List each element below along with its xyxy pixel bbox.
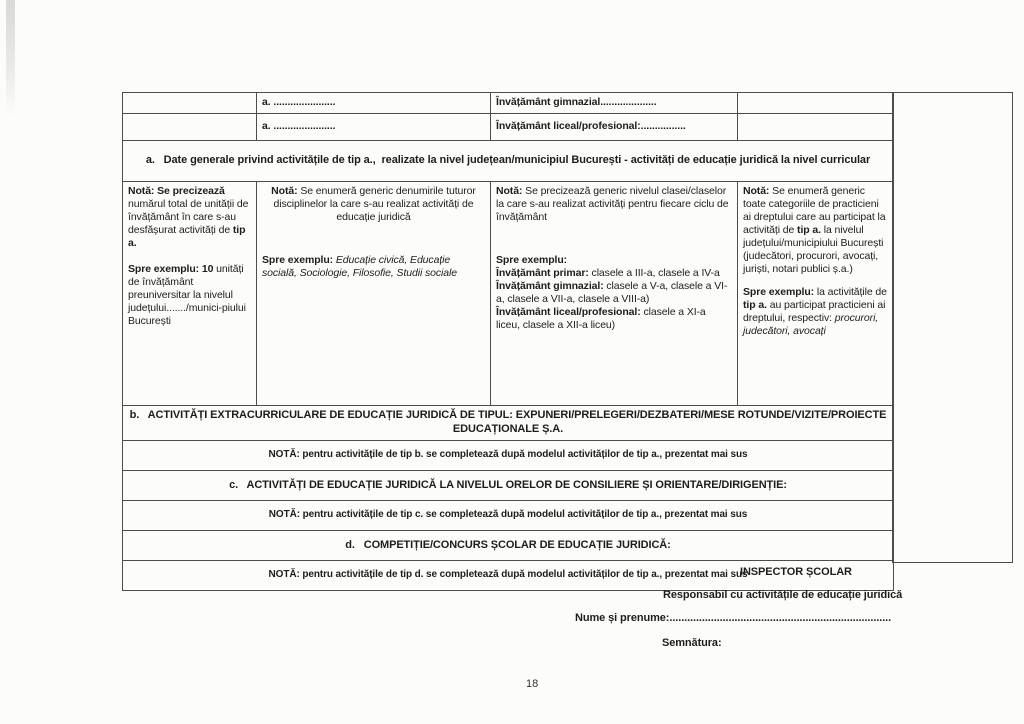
signature-label: Semnătura: <box>662 637 722 649</box>
scan-edge-artifact <box>6 0 15 118</box>
empty-cell <box>123 114 257 141</box>
note-practicieni-p1: Notă: Se enumeră generic toate categoriile de practicieni ai dreptului care au participat la activități de tip a. la nivelul județului/municipiului București (judecători, procurori, avocați, juriști, notari publici ș.a.) <box>743 185 886 276</box>
responsible-title: Responsabil cu activitățile de educație juridică <box>663 589 903 601</box>
note-nivel-p2: Spre exemplu: Învățământ primar: clasele a III-a, clasele a IV-a Învățământ gimnazial: clasele a V-a, clasele a VI-a, clasele a VII-a, clasele a VIII-a) Învățământ liceal/profesional: clasele a XI-a liceu, clasele a XII-a liceu) <box>496 254 728 332</box>
note-unitati-p1: Notă: Se precizează numărul total de unității de învățământ în care s-au desfășurat activități de tip a. <box>128 185 249 250</box>
gimnazial-line: Învățământ gimnazial.................... <box>491 93 738 114</box>
note-nivel-p1: Notă: Se precizează generic nivelul clasei/claselor la care s-au realizat activități pentru fiecare ciclu de învățământ <box>496 185 729 224</box>
fill-in-line-a2: a. ...................... <box>257 114 491 141</box>
empty-cell <box>738 114 894 141</box>
section-b-note-row <box>123 441 894 471</box>
section-a-header-row <box>123 141 894 182</box>
section-c-header: c. ACTIVITĂȚI DE EDUCAȚIE JURIDICĂ LA NIVELUL ORELOR DE CONSILIERE ȘI ORIENTARE/DIRIGENȚIE: <box>123 471 894 501</box>
note-discipline-p2: Spre exemplu: Educație civică, Educație socială, Sociologie, Filosofie, Studii sociale <box>262 254 458 280</box>
note-discipline-p1: Notă: Se enumeră generic denumirile tuturor disciplinelor la care s-au realizat activități de educație juridică <box>271 185 476 224</box>
section-c-note-row <box>123 501 894 531</box>
section-d-header: d. COMPETIȚIE/CONCURS ȘCOLAR DE EDUCAȚIE JURIDICĂ: <box>123 531 894 561</box>
section-a-header: a. Date generale privind activitățile de tip a., realizate la nivel județean/municipiul București - activități de educație juridică la nivel curricular <box>123 141 894 182</box>
inspector-title: INSPECTOR ȘCOLAR <box>740 566 852 578</box>
note-cell-nivel-clase <box>491 182 738 406</box>
note-cell-practicieni <box>738 182 894 406</box>
section-d-note: NOTĂ: pentru activitățile de tip d. se completează după modelul activităților de tip a., prezentat mai sus <box>123 561 894 591</box>
section-b-note: NOTĂ: pentru activitățile de tip b. se completează după modelul activităților de tip a., prezentat mai sus <box>123 441 894 471</box>
page-number: 18 <box>526 678 539 690</box>
fill-in-line-a1: a. ...................... <box>257 93 491 114</box>
report-table <box>122 92 894 591</box>
empty-cell <box>738 93 894 114</box>
note-cell-unitati <box>123 182 257 406</box>
empty-right-column <box>892 92 1013 563</box>
note-unitati-p2: Spre exemplu: 10 unități de învățământ preuniversitar la nivelul județului......./munici-piului București <box>128 263 246 328</box>
note-practicieni-p2: Spre exemplu: la activitățile de tip a. au participat practicieni ai dreptului, respectiv: procurori, judecători, avocați <box>743 286 887 338</box>
empty-cell <box>123 93 257 114</box>
table-row <box>123 114 894 141</box>
liceal-line: Învățământ liceal/profesional:................ <box>491 114 738 141</box>
section-c-note: NOTĂ: pentru activitățile de tip c. se completează după modelul activităților de tip a., prezentat mai sus <box>123 501 894 531</box>
section-c-header-row <box>123 471 894 501</box>
section-b-header-row <box>123 406 894 441</box>
name-fill-in-line: Nume și prenume:........................................................................... <box>575 612 892 624</box>
section-b-header: b. ACTIVITĂȚI EXTRACURRICULARE DE EDUCAȚIE JURIDICĂ DE TIPUL: EXPUNERI/PRELEGERI/DEZBATERI/MESE ROTUNDE/VIZITE/PROIECTE EDUCAȚIONALE Ș.A. <box>123 406 894 441</box>
note-cell-discipline <box>257 182 491 406</box>
section-d-header-row <box>123 531 894 561</box>
table-row <box>123 93 894 114</box>
notes-row <box>123 182 894 406</box>
